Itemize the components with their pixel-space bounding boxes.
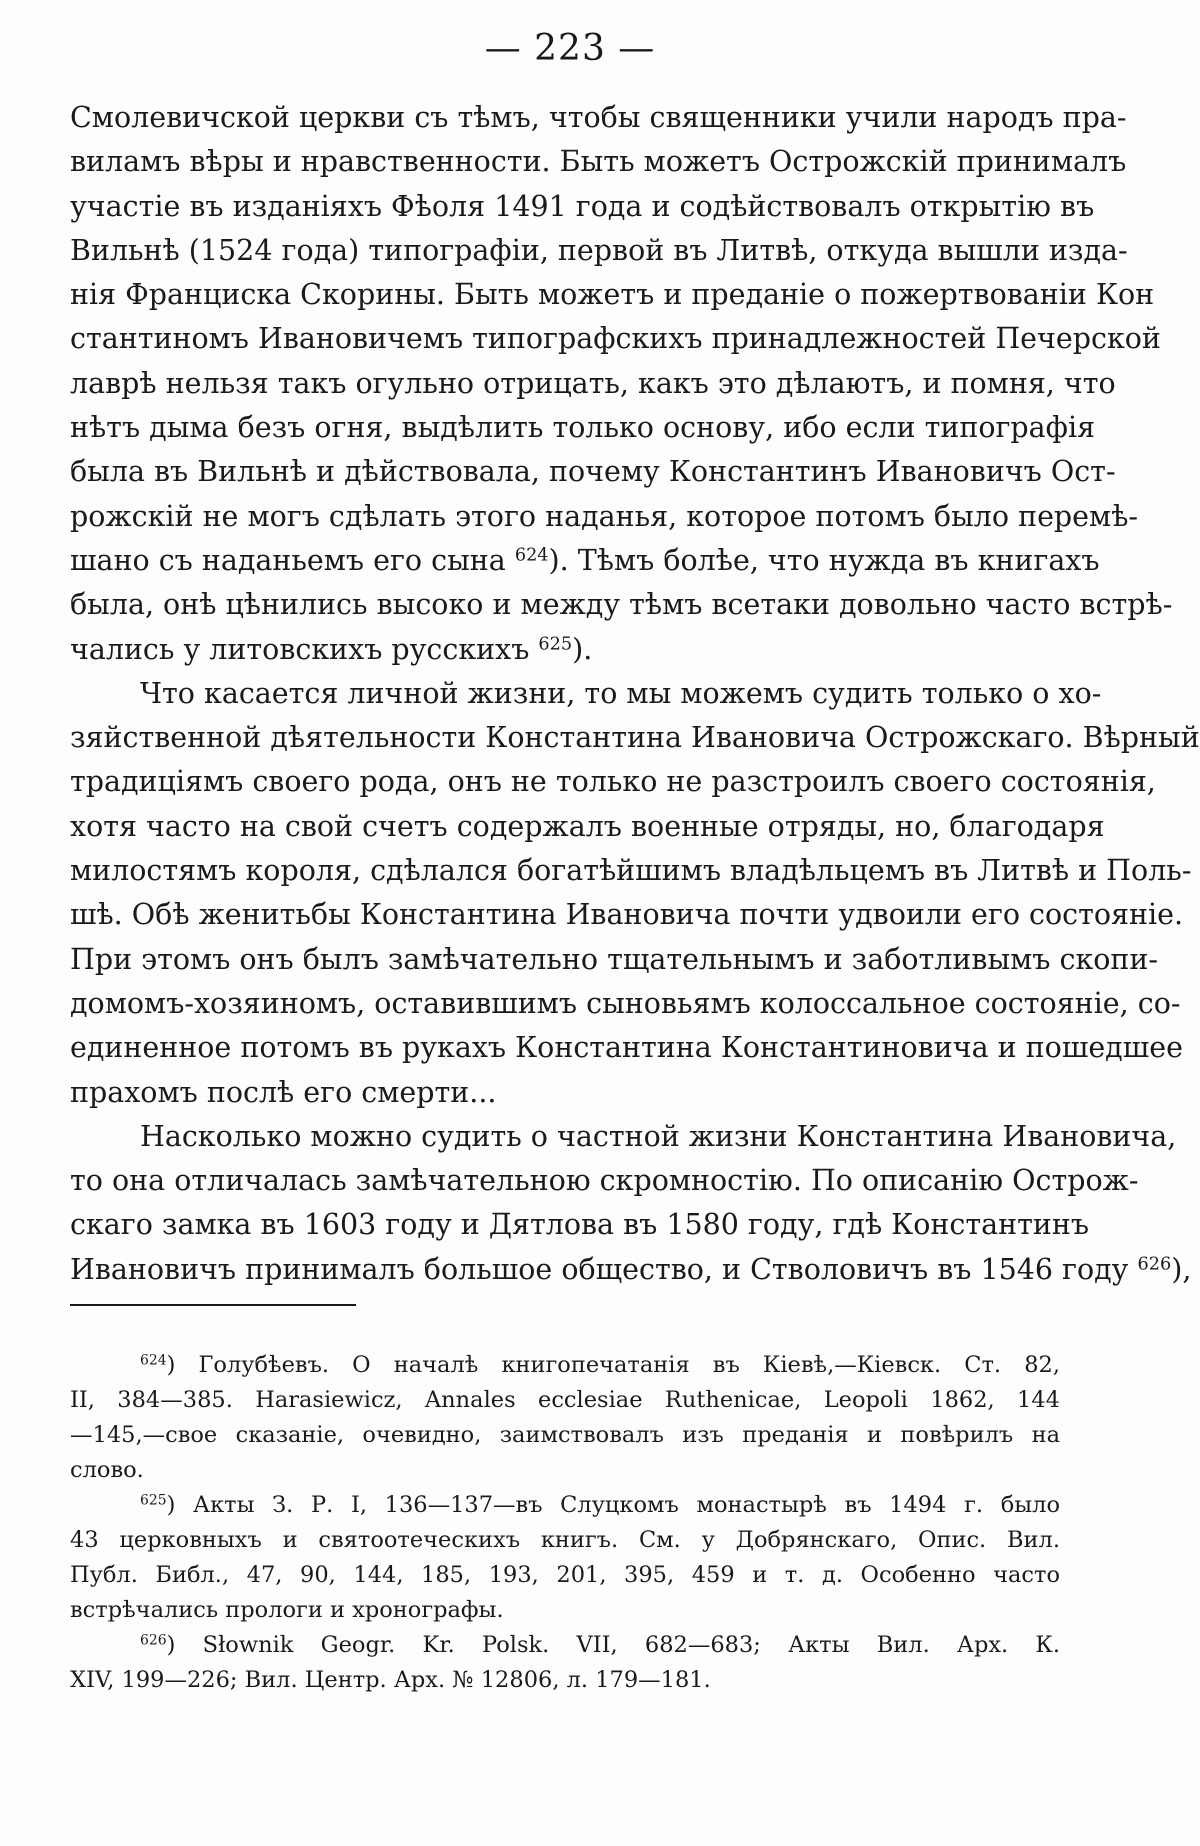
text-line: Вильнѣ (1524 года) типографіи, первой въ Литвѣ, откуда вышли изда- — [70, 233, 1128, 267]
footnote-separator — [70, 1304, 356, 1306]
text-line: зяйственной дѣятельности Константина Ивановича Острожскаго. Вѣрный — [70, 721, 1200, 755]
footnote-ref-625[interactable]: 625 — [538, 633, 573, 654]
footnote-line: II, 384—385. Harasiewicz, Annales ecclesiae Ruthenicae, Leopoli 1862, 144 — [70, 1387, 1060, 1413]
text-line — [70, 539, 1100, 583]
text-segment: Ивановичъ принималъ большое общество, и Стволовичъ въ 1546 году — [70, 1252, 1129, 1286]
footnote-number-626: 626 — [140, 1632, 167, 1649]
text-line: прахомъ послѣ его смерти... — [70, 1075, 497, 1109]
footnote-line: встрѣчались прологи и хронографы. — [70, 1597, 504, 1623]
footnote-line: —145,—свое сказаніе, очевидно, заимствовалъ изъ преданія и повѣрилъ на — [70, 1422, 1060, 1448]
text-line: была, онѣ цѣнились высоко и между тѣмъ всетаки довольно часто встрѣ- — [70, 588, 1173, 622]
text-segment: ), — [1171, 1252, 1192, 1286]
footnote-line — [70, 1488, 1060, 1523]
text-line: была въ Вильнѣ и дѣйствовала, почему Константинъ Ивановичъ Ост- — [70, 455, 1116, 489]
text-segment: ). Тѣмъ болѣе, что нужда въ книгахъ — [548, 543, 1100, 577]
text-line — [70, 1248, 1192, 1292]
text-line: Что касается личной жизни, то мы можемъ судить только о хо- — [140, 676, 1102, 710]
footnote-text: ) Голубѣевъ. О началѣ книгопечатанія въ Кіевѣ,—Кіевск. Ст. 82, — [166, 1352, 1060, 1378]
text-line: участіе въ изданіяхъ Фѣоля 1491 года и содѣйствовалъ открытію въ — [70, 189, 1095, 223]
text-line: хотя часто на свой счетъ содержалъ военные отряды, но, благодаря — [70, 809, 1105, 843]
footnote-line: слово. — [70, 1457, 144, 1483]
text-line: шѣ. Обѣ женитьбы Константина Ивановича почти удвоили его состояніе. — [70, 898, 1184, 932]
footnotes — [70, 1348, 1060, 1698]
page-number: — 223 — — [484, 28, 656, 69]
text-segment: чались у литовскихъ русскихъ — [70, 632, 530, 666]
text-line: Смолевичской церкви съ тѣмъ, чтобы священники учили народъ пра- — [70, 101, 1127, 134]
footnote-line — [70, 1628, 1060, 1663]
text-segment: шано съ наданьемъ его сына — [70, 543, 506, 577]
text-line: скаго замка въ 1603 году и Дятлова въ 1580 году, гдѣ Константинъ — [70, 1208, 1090, 1242]
footnote-number-625: 625 — [140, 1492, 167, 1509]
text-line: лаврѣ нельзя такъ огульно отрицать, какъ это дѣлаютъ, и помня, что — [70, 366, 1116, 400]
text-line: единенное потомъ въ рукахъ Константина Константиновича и пошедшее — [70, 1031, 1183, 1065]
text-line: виламъ вѣры и нравственности. Быть можетъ Острожскій принималъ — [70, 145, 1127, 179]
footnote-ref-624[interactable]: 624 — [514, 545, 549, 566]
footnote-text: ) Акты З. Р. I, 136—137—въ Слуцкомъ монастырѣ въ 1494 г. было — [166, 1492, 1060, 1518]
text-line: нія Франциска Скорины. Быть можетъ и преданіе о пожертвованіи Кон — [70, 278, 1155, 312]
footnote-number-624: 624 — [140, 1352, 167, 1369]
text-line: нѣтъ дыма безъ огня, выдѣлить только основу, ибо если типографія — [70, 411, 1096, 445]
text-line: милостямъ короля, сдѣлался богатѣйшимъ владѣльцемъ въ Литвѣ и Поль- — [70, 854, 1192, 888]
footnote-line: 43 церковныхъ и святоотеческихъ книгъ. См. у Добрянскаго, Опис. Вил. — [70, 1527, 1060, 1553]
text-line: традиціямъ своего рода, онъ не только не разстроилъ своего состоянія, — [70, 765, 1156, 799]
footnote-ref-626[interactable]: 626 — [1137, 1254, 1172, 1275]
text-line: При этомъ онъ былъ замѣчательно тщательнымъ и заботливымъ скопи- — [70, 942, 1159, 976]
footnote-line: Публ. Библ., 47, 90, 144, 185, 193, 201, 395, 459 и т. д. Особенно часто — [70, 1562, 1060, 1588]
footnote-line — [70, 1348, 1060, 1383]
text-line: домомъ-хозяиномъ, оставившимъ сыновьямъ колоссальное состояніе, со- — [70, 986, 1181, 1020]
footnote-line: XIV, 199—226; Вил. Центр. Арх. № 12806, л. 179—181. — [70, 1667, 711, 1693]
text-line: стантиномъ Ивановичемъ типографскихъ принадлежностей Печерской — [70, 322, 1161, 356]
text-line — [70, 628, 1060, 672]
text-segment: ). — [572, 632, 593, 666]
text-line: Насколько можно судить о частной жизни Константина Ивановича, — [140, 1119, 1177, 1153]
text-line: рожскій не могъ сдѣлать этого наданья, которое потомъ было перемѣ- — [70, 499, 1139, 533]
main-text — [70, 96, 1200, 1292]
text-line: то она отличалась замѣчательною скромностію. По описанію Острож- — [70, 1164, 1139, 1198]
footnote-text: ) Słownik Geogr. Kr. Polsk. VII, 682—683; Акты Вил. Арх. К. — [166, 1632, 1060, 1658]
